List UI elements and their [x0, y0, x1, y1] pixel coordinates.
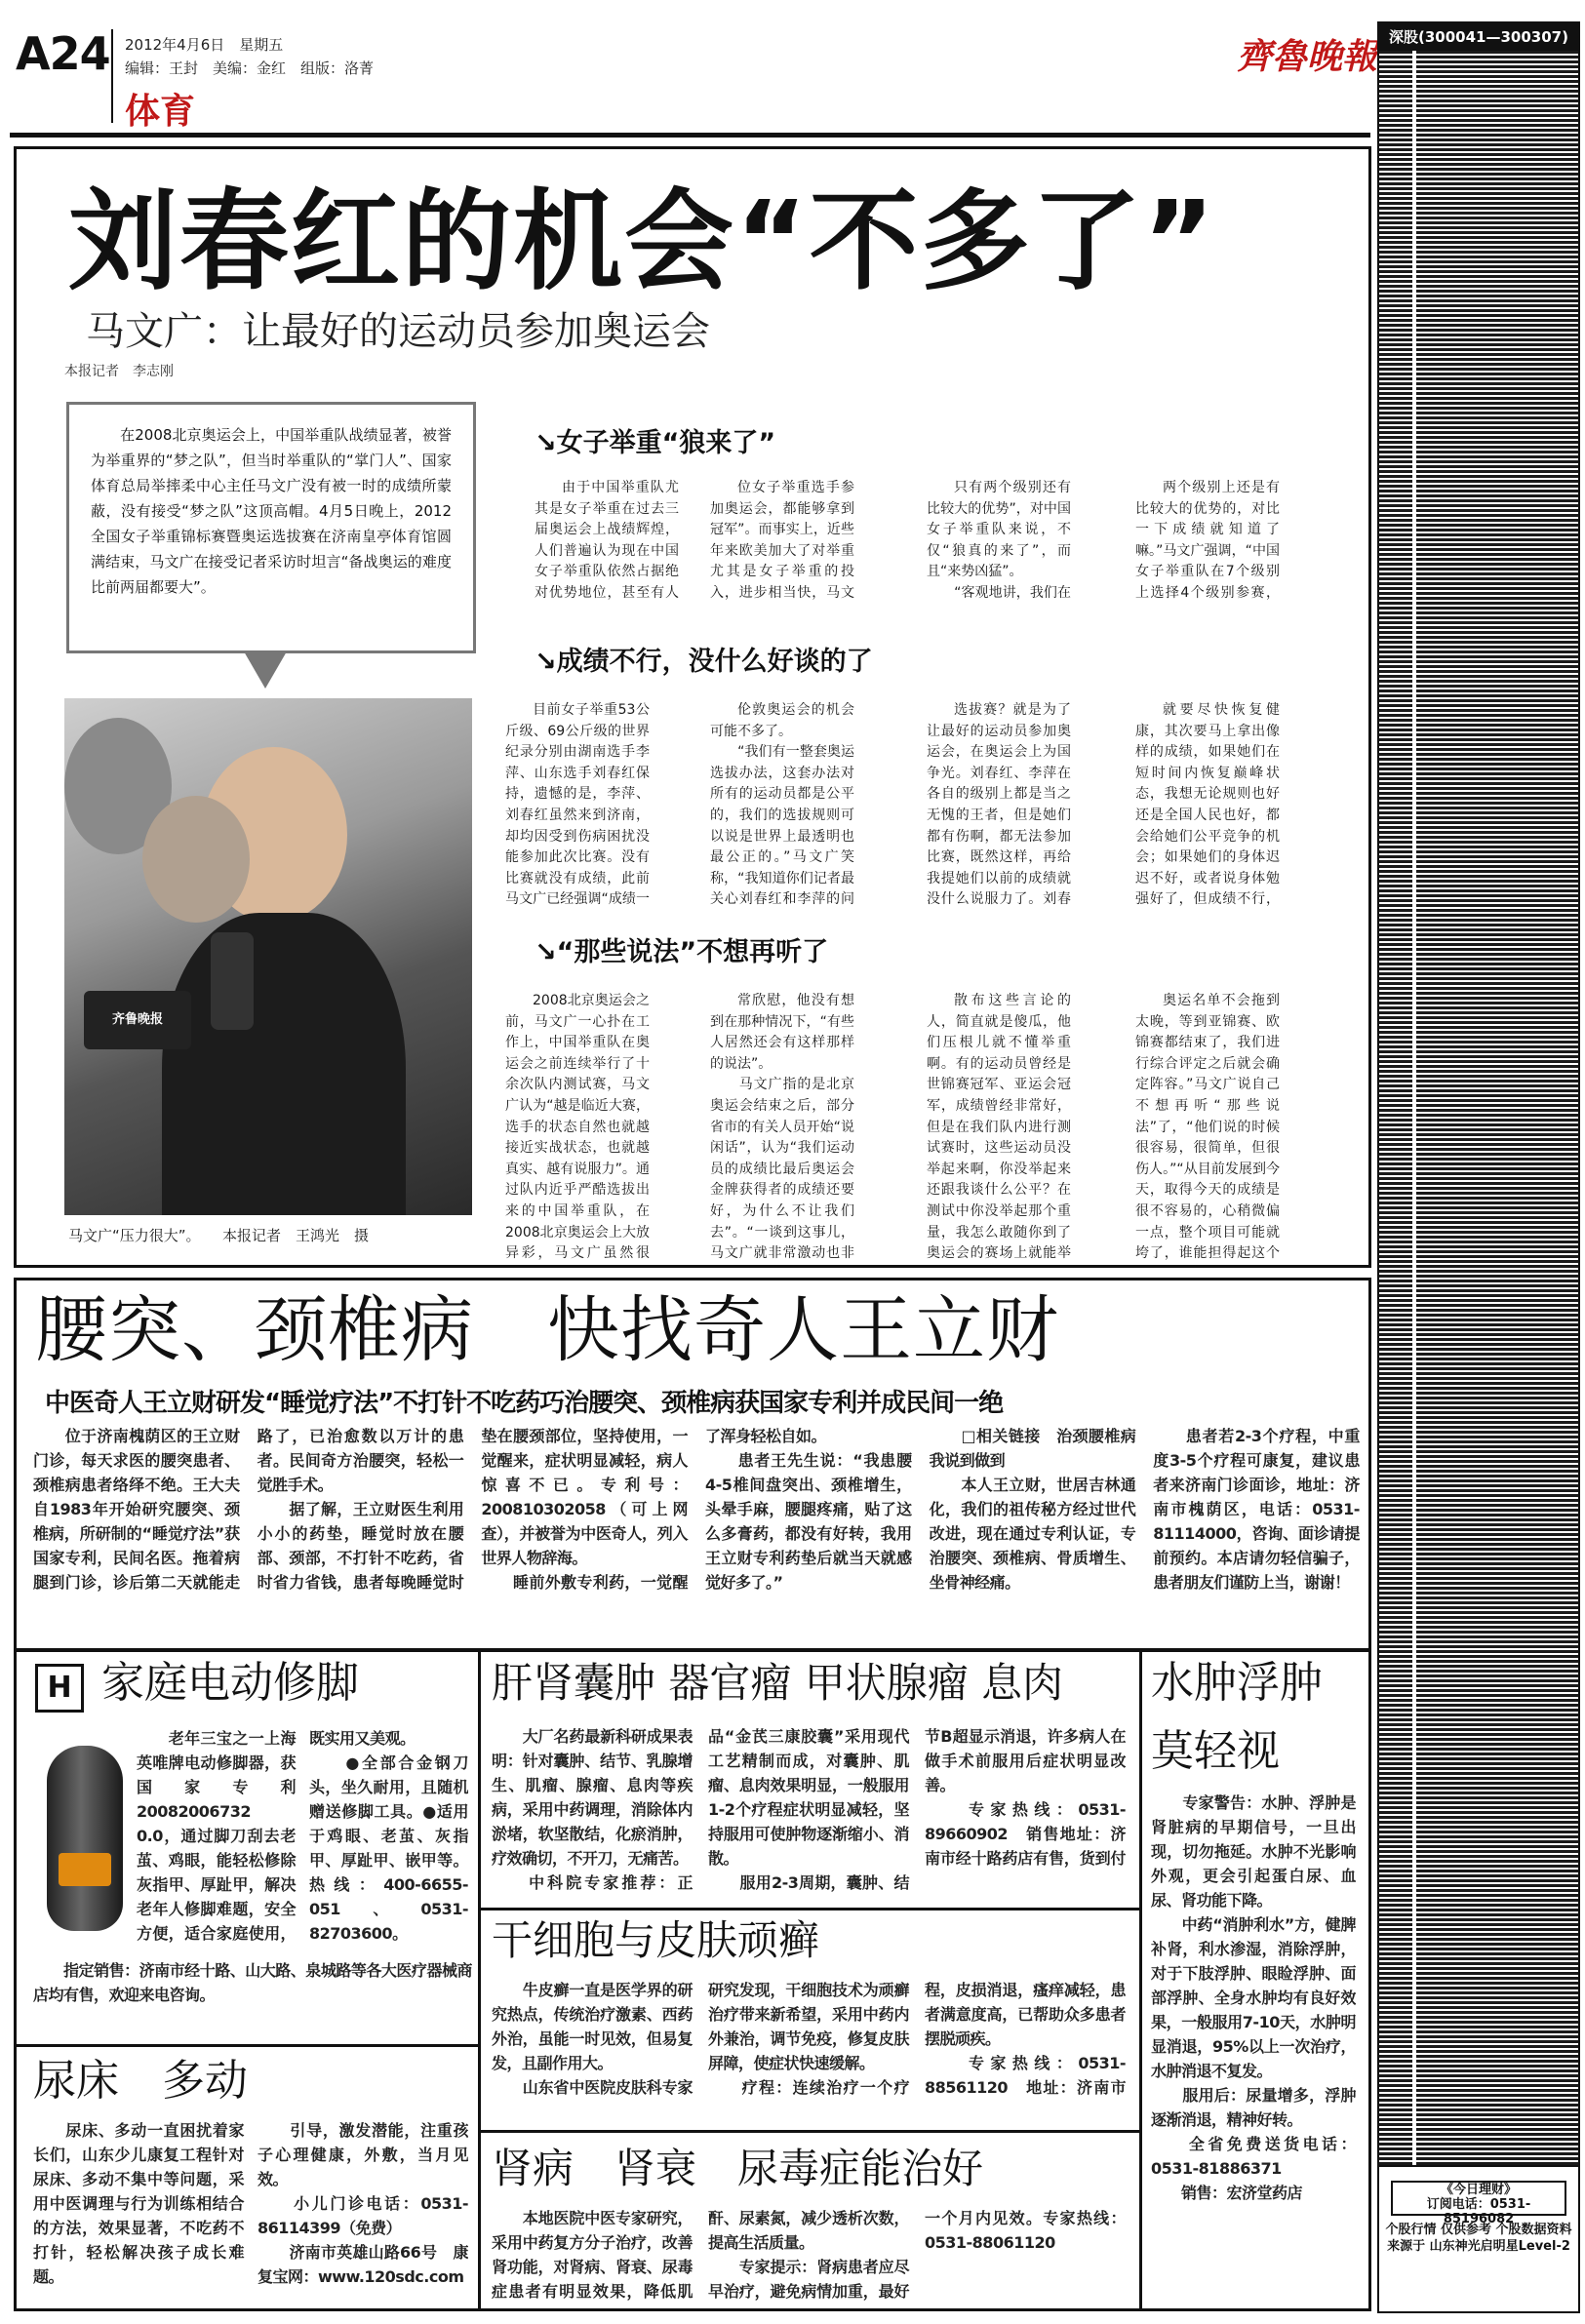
lead-callout-pointer [244, 651, 287, 689]
ad-body-edema: 专家警告：水肿、浮肿是肾脏病的早期信号，一旦出现，切勿拖延。水肿不光影响外观，更会引起蛋白尿、血尿、肾功能下降。 中药“消肿利水”方，健脾补肾，利水渗湿，消除浮肿，对于下肢浮肿、眼睑浮肿、面部浮肿、全身水肿均有良好效果，一般服用7-10天，水肿明显消退，95%以上一次治疗，水肿消退不复发。 服用后：尿量增多，浮肿逐渐消退，精神好转。 全省免费送货电话：0531-81886371 销售：宏济堂药店 [1151, 1793, 1356, 2202]
article-column: 就要尽快恢复健康，其次要马上拿出像样的成绩，如果她们在短时间内恢复巅峰状态，我想无论规则也好还是全国人民也好，都会给她们公平竞争的机会；如果她们的身体迟迟不好，或者说身体勉强好了，但成绩不行， [1135, 702, 1280, 908]
article-column: 奥运名单不会拖到太晚，等到亚锦赛、欧锦赛都结束了，我们进行综合评定之后就会确定阵容。”马文广说自己不想再听“那些说法”了，“他们说的时候很容易，很简单，但很伤人。”“从目前发展到今天，取得今天的成绩是很不容易的，心稍微偏一点，整个项目可能就垮了，谁能担得起这个 [1135, 993, 1280, 1262]
issue-date: 2012年4月6日 星期五 [125, 36, 284, 54]
ad-body-shaver: 老年三宝之一上海英唯牌电动修脚器，获国家专利20082006732 0.0，通过脚刀刮去老茧、鸡眼，能轻松修除灰指甲、厚趾甲，解决老年人修脚难题，安全方便，适合家庭使用，既实用又美观。 ●全部合金钢刀头，坐久耐用，且随机赠送修脚工具。●适用于鸡眼、老茧、灰指甲、厚趾甲、嵌甲等。热线：400-6655-051、0531-82703600。 [137, 1729, 468, 1943]
article-headline: 刘春红的机会“不多了” [68, 178, 1217, 305]
ad-headline-kidney: 肾病 肾衰 尿毒症能治好 [492, 2145, 984, 2192]
ad-headline-edema-2: 莫轻视 [1151, 1726, 1280, 1776]
subscription-ad-phone: 订阅电话：0531-85196082 [1426, 2197, 1531, 2226]
header-meta [125, 33, 374, 80]
stock-listing-table [1379, 51, 1578, 2165]
ad-body-skin: 牛皮癣一直是医学界的研究热点，传统治疗激素、西药外治，虽能一时见效，但易复发，且副作用大。 山东省中医院皮肤科专家研究发现，干细胞技术为顽癣治疗带来新希望，采用中药内外兼治，调节免疫，修复皮肤屏障，使症状快速缓解。 疗程：连续治疗一个疗程，皮损消退，瘙痒减轻，患者满意度高，已帮助众多患者摆脱顽疾。 专家热线：0531-88561120 地址：济南市 [492, 1981, 1126, 2097]
ad-body-enuresis: 尿床、多动一直困扰着家长们，山东少儿康复工程针对尿床、多动不集中等问题，采用中医调理与行为训练相结合的方法，效果显著，不吃药不打针，轻松解决孩子成长难题。 引导，激发潜能，注重孩子心理健康，外敷，当月见效。 小儿门诊电话：0531-86114399（免费） 济南市英雄山路66号 康复宝网：www.120sdc.com [33, 2121, 468, 2286]
section-heading: ↘“那些说法”不想再听了 [535, 937, 829, 967]
ad-headline-skin: 干细胞与皮肤顽癣 [492, 1916, 820, 1964]
ad-subheadline-spine: 中医奇人王立财研发“睡觉疗法”不打针不吃药巧治腰突、颈椎病获国家专利并成民间一绝 [45, 1389, 1004, 1418]
subscription-ad-label: 《今日理财》 [1440, 2183, 1517, 2197]
ad-headline-shaver: 家庭电动修脚 [101, 1658, 359, 1708]
ad-divider [478, 2130, 1139, 2133]
ad-divider [14, 2044, 478, 2047]
article-column: 散布这些言论的人，简直就是傻瓜，他们压根儿就不懂举重啊。有的运动员曾经是世锦赛冠军、亚运会冠军，成绩曾经非常好，但是在我们队内进行测试赛时，这些运动员没举起来啊，你没举起来还跟我谈什么公平？在测试中你没举起那个重量，我怎么敢随你到了奥运会的赛场上就能举 [927, 993, 1071, 1262]
editor-credits: 编辑：王封 美编：金红 组版：洛菁 [125, 59, 375, 77]
article-column: 2008北京奥运会之前，马文广一心扑在工作上，中国举重队在奥运会之前连续举行了十余次队内测试赛，马文广认为“越是临近大赛，选手的状态自然也就越接近实战状态，也就越真实、越有说服力”。通过队内近乎严酷选拔出来的中国举重队，在2008北京奥运会上大放异彩，马文广虽然很 [505, 993, 650, 1262]
article-column: 由于中国举重队尤其是女子举重在过去三届奥运会上战绩辉煌，人们普遍认为现在中国女子举重队依然占据绝对优势地位，甚至有人 [535, 480, 679, 601]
article-column: 目前女子举重53公斤级、69公斤级的世界纪录分别由湖南选手李萍、山东选手刘春红保持，遗憾的是，李萍、刘春红虽然来到济南，却均因受到伤病困扰没能参加此次比赛。没有比赛就没有成绩，此前马文广已经强调“成绩一 [505, 702, 650, 908]
ad-body-spine: 位于济南槐荫区的王立财门诊，每天求医的腰突患者、颈椎病患者络绎不绝。王大夫自1983年开始研究腰突、颈椎病，所研制的“睡觉疗法”获国家专利，民间名医。拖着病腿到门诊，诊后第二天就能走路了，已治愈数以万计的患者。民间奇方治腰突，轻松一觉胜手术。 据了解，王立财医生利用小小的药垫，睡觉时放在腰部、颈部，不打针不吃药，省时省力省钱，患者每晚睡觉时垫在腰颈部位，坚持使用，一觉醒来，症状明显减轻，病人惊喜不已。专利号：200810302058（可上网查），并被誉为中医奇人，列入世界人物辞海。 睡前外敷专利药，一觉醒了浑身轻松自如。 患者王先生说：“我患腰4-5椎间盘突出、颈椎增生，头晕手麻，腰腿疼痛，贴了这么多膏药，都没有好转，我用王立财专利药垫后就当天就感觉好多了。” □相关链接 治颈腰椎病我说到做到 本人王立财，世居吉林通化，我们的祖传秘方经过世代改进，现在通过专利认证，专治腰突、颈椎病、骨质增生、坐骨神经痛。 患者若2-3个疗程，中重度3-5个疗程可康复，建议患者来济南门诊面诊，地址：济南市槐荫区，电话：0531-81114000，咨询、面诊请提前预约。本店请勿轻信骗子，患者朋友们谨防上当，谢谢！ [33, 1427, 1360, 1592]
photo-microphone [211, 932, 254, 1030]
ad-headline-edema-1: 水肿浮肿 [1151, 1658, 1323, 1708]
article-column: 两个级别上还是有比较大的优势的，对比一下成绩就知道了嘛。”马文广强调，“中国女子举重队在7个级别上选择4个级别参赛， [1135, 480, 1280, 601]
section-heading: ↘女子举重“狼来了” [535, 428, 776, 458]
article-column: 伦敦奥运会的机会可能不多了。 “我们有一整套奥运选拔办法，这套办法对所有的运动员都是公平的，我们的选拔规则可以说是世界上最透明也最公正的。”马文广笑称，“我知道你们记者最关心刘春红和李萍的问 [710, 702, 854, 908]
photo-microphone: 齐鲁晚报 [84, 991, 191, 1049]
header-rule [10, 133, 1370, 138]
ad-headline-spine: 腰突、颈椎病 快找奇人王立财 [35, 1288, 1059, 1372]
ad-headline-tumor: 肝肾囊肿 器官瘤 甲状腺瘤 息肉 [492, 1659, 1064, 1707]
article-column: 只有两个级别还有比较大的优势”，对中国女子举重队来说，不仅“狼真的来了”，而且“来势凶猛”。 “客观地讲，我们在 [927, 480, 1071, 601]
ad-divider [478, 1908, 1139, 1910]
article-byline: 本报记者 李志刚 [64, 364, 174, 379]
section-label: 体育 [125, 92, 196, 132]
ad-divider [14, 1648, 1371, 1652]
header-divider [111, 29, 113, 123]
stock-data-note: 个股行情 仅供参考 个股数据资料来源于 山东神光启明星Level-2 [1385, 2223, 1572, 2254]
newspaper-masthead: 齊魯晚報 [1237, 36, 1378, 77]
article-subheadline: 马文广：让最好的运动员参加奥运会 [86, 309, 710, 354]
ad-body-tumor: 大厂名药最新科研成果表明：针对囊肿、结节、乳腺增生、肌瘤、腺瘤、息肉等疾病，采用中药调理，消除体内淤堵，软坚散结，化瘀消肿，疗效确切，不开刀，无痛苦。 中科院专家推荐：正品“金芪三康胶囊”采用现代工艺精制而成，对囊肿、肌瘤、息肉效果明显，一般服用1-2个疗程症状明显减轻，坚持服用可使肿物逐渐缩小、消散。 服用2-3周期，囊肿、结节B超显示消退，许多病人在做手术前服用后症状明显改善。 专家热线：0531-89660902 销售地址：济南市经十路药店有售，货到付 [492, 1727, 1126, 1892]
ad-headline-enuresis: 尿床 多动 [33, 2056, 248, 2106]
ad-divider [478, 1652, 481, 2311]
ad-body-kidney: 本地医院中医专家研究，采用中药复方分子治疗，改善肾功能，对肾病、肾衰、尿毒症患者有明显效果，降低肌酐、尿素氮，减少透析次数，提高生活质量。 专家提示：肾病患者应尽早治疗，避免病情加重，最好一个月内见效。专家热线：0531-88061120 [492, 2209, 1126, 2301]
shaver-product-image [47, 1746, 123, 1931]
article-column: 常欣慰，他没有想到在那种情况下，“有些人居然还会有这样那样的说法”。 马文广指的是北京奥运会结束之后，部分省市的有关人员开始“说闲话”，认为“我们运动员的成绩比最后奥运会金牌获得者的成绩还要好，为什么不让我们去”。“一谈到这事儿，马文广就非常激动也非 [710, 993, 854, 1262]
photo-caption: 马文广“压力很大”。 本报记者 王鸿光 摄 [68, 1227, 370, 1244]
article-photo [64, 698, 472, 1215]
shaver-product-band [59, 1853, 111, 1886]
stock-listing-panel [1377, 21, 1580, 2313]
article-lead: 在2008北京奥运会上，中国举重队战绩显著，被誉为举重界的“梦之队”，但当时举重队的“掌门人”、国家体育总局举摔柔中心主任马文广没有被一时的成绩所蒙蔽，没有接受“梦之队”这顶高帽。4月5日晚上，2012全国女子举重锦标赛暨奥运选拔赛在济南皇亭体育馆圆满结束，马文广在接受记者采访时坦言“备战奥运的难度比前两届都要大”。 [66, 402, 476, 653]
photo-bystander [142, 796, 250, 923]
subscription-ad [1391, 2181, 1566, 2226]
brand-logo-icon: H [35, 1664, 84, 1713]
stock-panel-title: 深股(300041—300307) [1379, 23, 1578, 51]
page-number: A24 [16, 27, 110, 80]
ad-body-shaver-extra: 指定销售：济南市经十路、山大路、泉城路等各大医疗器械商店均有售，欢迎来电咨询。 [33, 1961, 472, 2004]
ad-divider [1139, 1652, 1142, 2311]
section-heading: ↘成绩不行，没什么好谈的了 [535, 647, 873, 677]
article-column: 选拔赛？就是为了让最好的运动员参加奥运会，在奥运会上为国争光。刘春红、李萍在各自的级别上都是当之无愧的王者，但是她们都有伤啊，都无法参加比赛，既然这样，再给我提她们以前的成绩就没什么说服力了。刘春 [927, 702, 1071, 908]
stock-panel-footer [1379, 2165, 1578, 2311]
article-column: 位女子举重选手参加奥运会，都能够拿到冠军”。而事实上，近些年来欧美加大了对举重尤其是女子举重的投入，进步相当快，马文 [710, 480, 854, 601]
photo-subject-suit [162, 913, 406, 1215]
